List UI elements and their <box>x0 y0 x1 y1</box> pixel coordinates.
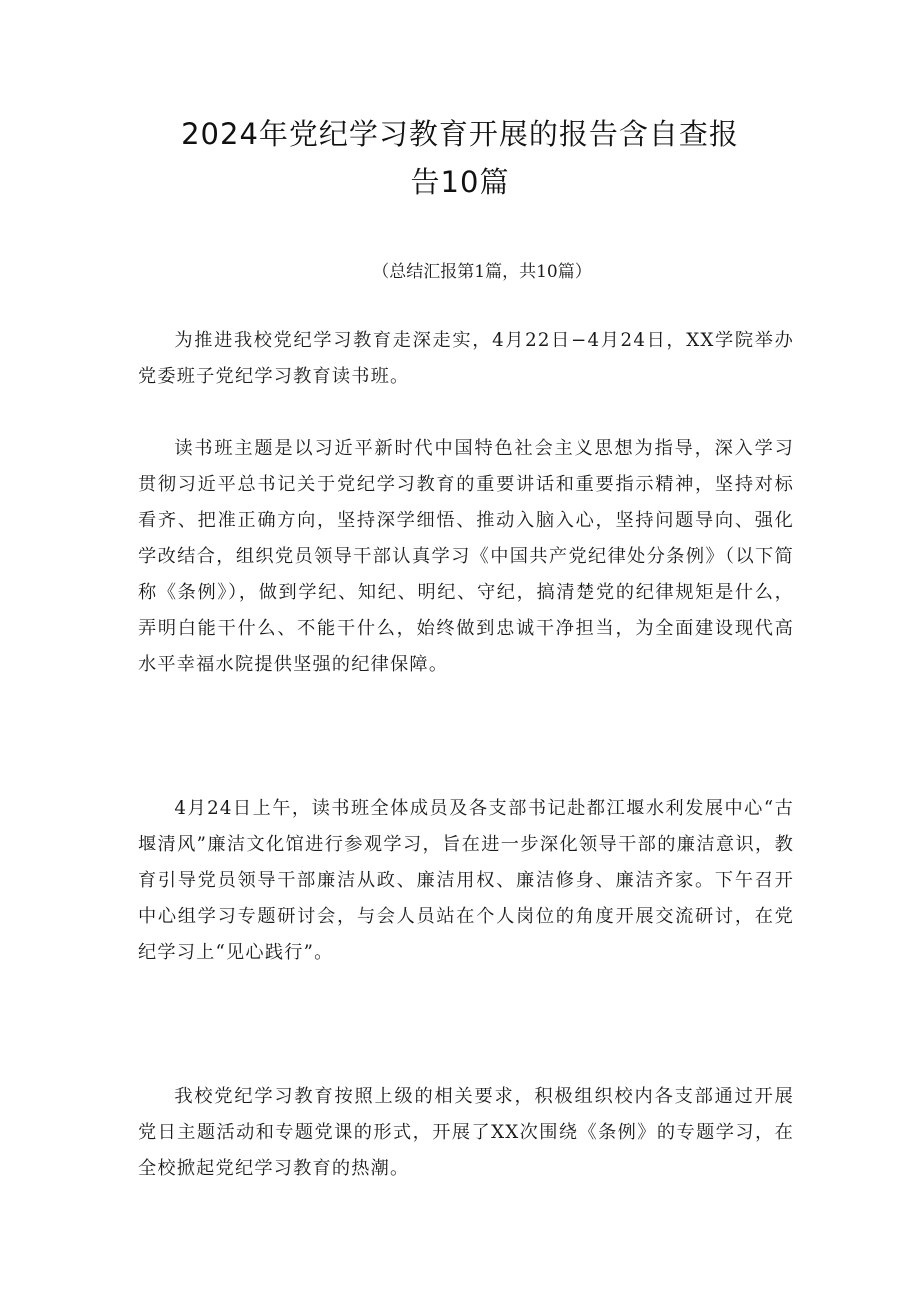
title-line-1: 2024年党纪学习教育开展的报告含自查报 <box>181 117 739 151</box>
document-title <box>120 110 800 206</box>
paragraph-4: 我校党纪学习教育按照上级的相关要求，积极组织校内各支部通过开展党日主题活动和专题党课的形式，开展了XX次围绕《条例》的专题学习，在全校掀起党纪学习教育的热潮。 <box>138 1086 794 1179</box>
document-subtitle: （总结汇报第1篇，共10篇） <box>372 262 592 282</box>
paragraph-2: 读书班主题是以习近平新时代中国特色社会主义思想为指导，深入学习贯彻习近平总书记关于党纪学习教育的重要讲话和重要指示精神，坚持对标看齐、把准正确方向，坚持深学细悟、推动入脑入心，坚持问题导向、强化学改结合，组织党员领导干部认真学习《中国共产党纪律处分条例》（以下简称《条例》），做到学纪、知纪、明纪、守纪，搞清楚党的纪律规矩是什么，弄明白能干什么、不能干什么，始终做到忠诚干净担当，为全面建设现代高水平幸福水院提供坚强的纪律保障。 <box>138 438 794 675</box>
paragraph-3: 4月24日上午，读书班全体成员及各支部书记赴都江堰水利发展中心“古堰清风”廉洁文化馆进行参观学习，旨在进一步深化领导干部的廉洁意识，教育引导党员领导干部廉洁从政、廉洁用权、廉洁修身、廉洁齐家。下午召开中心组学习专题研讨会，与会人员站在个人岗位的角度开展交流研讨，在党纪学习上“见心践行”。 <box>138 798 794 963</box>
title-line-2: 告10篇 <box>410 165 510 199</box>
paragraph-1: 为推进我校党纪学习教育走深走实，4月22日−4月24日，XX学院举办党委班子党纪学习教育读书班。 <box>138 330 794 387</box>
